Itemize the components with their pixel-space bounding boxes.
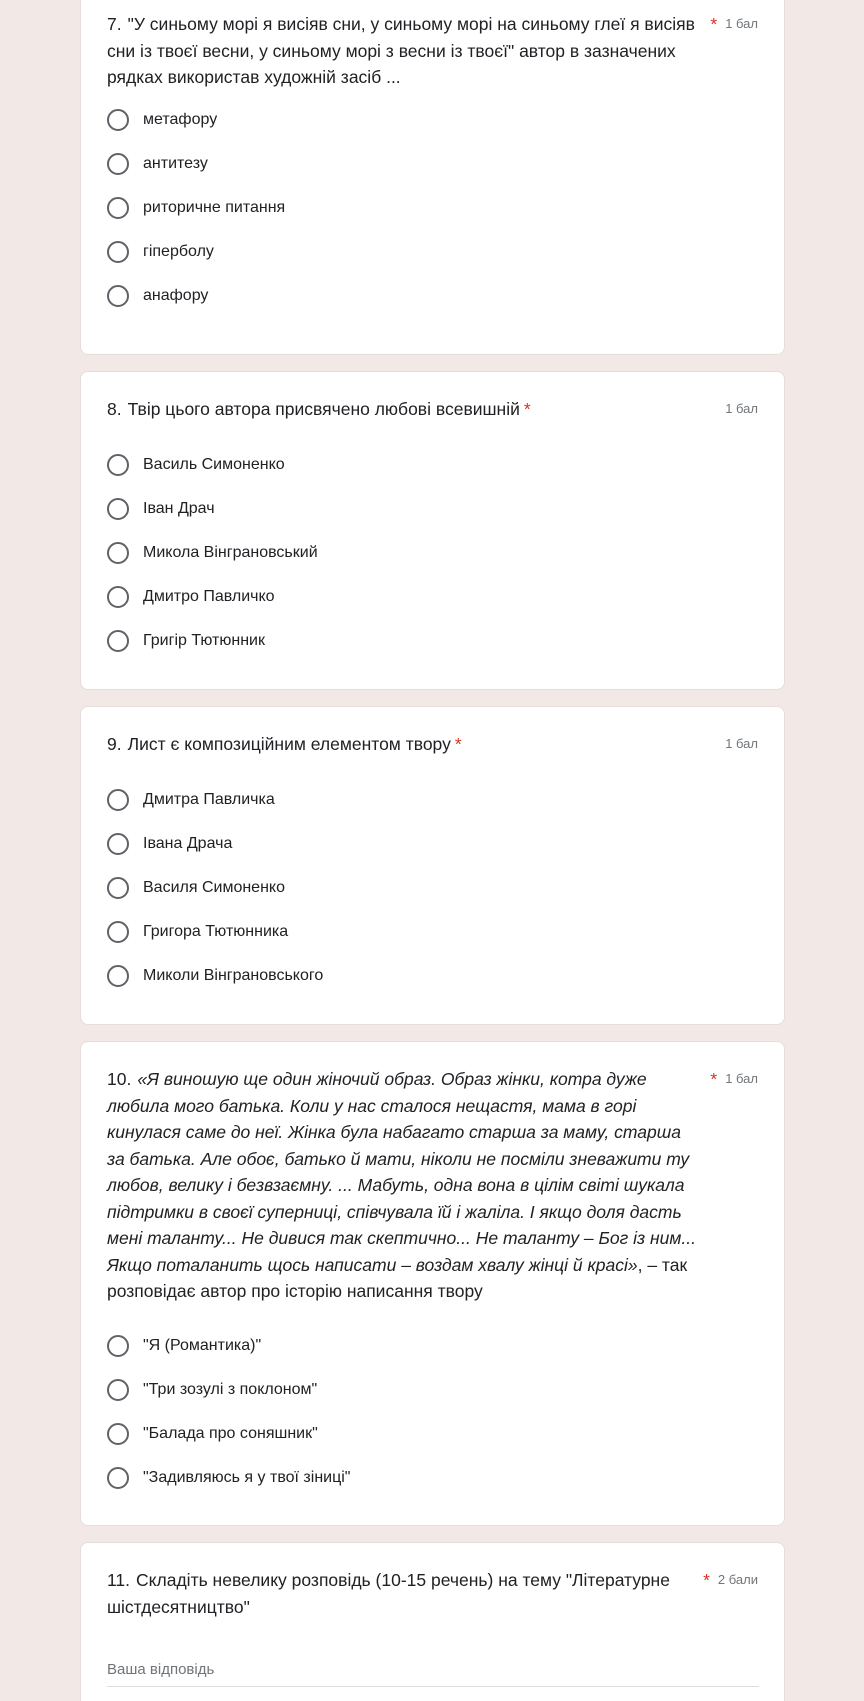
- question-title: [107, 1066, 704, 1305]
- radio-button[interactable]: [107, 285, 129, 307]
- required-asterisk: *: [454, 734, 462, 754]
- question-title: [107, 1567, 697, 1620]
- question-header: [107, 396, 758, 423]
- radio-button[interactable]: [107, 1379, 129, 1401]
- options-list: [107, 778, 758, 998]
- radio-button[interactable]: [107, 877, 129, 899]
- required-asterisk: *: [710, 1069, 718, 1089]
- option-ivan-drach[interactable]: [107, 487, 758, 531]
- points-label: 1 бал: [725, 1071, 758, 1086]
- radio-button[interactable]: [107, 921, 129, 943]
- option-balada-pro-soniashnyk[interactable]: [107, 1412, 758, 1456]
- option-label: "Задивляюсь я у твої зіниці": [143, 1469, 351, 1486]
- question-card-10: [80, 1041, 785, 1526]
- radio-button[interactable]: [107, 241, 129, 263]
- radio-button[interactable]: [107, 586, 129, 608]
- option-label: "Три зозулі з поклоном": [143, 1381, 318, 1398]
- required-asterisk: *: [523, 399, 531, 419]
- radio-button[interactable]: [107, 542, 129, 564]
- option-hryhora-tiutiunnyka[interactable]: [107, 910, 758, 954]
- question-quote: «Я виношую ще один жіночий образ. Образ жінки, котра дуже любила мого батька. Коли у нас сталося нещастя, мама в горі кинулася саме до неї. Жінка була набагато старша за маму, старша за батька. Але обоє, батько й мати, ніколи не посміли зневажити ту любов, велику і безвзаємну. ... Мабуть, одна вона в цілім світі шукала підтримки в своєї суперниці, співчувала їй і жаліла. І якщо доля дасть мені таланту... Не дивися так скептично... Не таланту – Бог із ним... Якщо поталанить щось написати – воздам хвалу жінці й красі»: [107, 1069, 696, 1275]
- question-text: , – так розповідає автор про історію написання твору: [107, 1254, 688, 1301]
- option-antithesis[interactable]: [107, 142, 758, 186]
- option-label: Івана Драча: [143, 835, 233, 852]
- radio-button[interactable]: [107, 1423, 129, 1445]
- option-label: Миколи Вінграновського: [143, 967, 324, 984]
- question-title: [107, 731, 717, 758]
- option-label: риторичне питання: [143, 199, 286, 216]
- option-metaphor[interactable]: [107, 98, 758, 142]
- question-text: Твір цього автора присвячено любові всевишній: [127, 399, 520, 419]
- question-header: [107, 731, 758, 758]
- options-list: [107, 98, 758, 318]
- option-try-zozuli[interactable]: [107, 1368, 758, 1412]
- question-title: [107, 11, 704, 91]
- required-asterisk: *: [710, 14, 718, 34]
- points-label: 1 бал: [725, 401, 758, 416]
- radio-button[interactable]: [107, 789, 129, 811]
- radio-button[interactable]: [107, 498, 129, 520]
- answer-input[interactable]: [107, 1655, 759, 1687]
- points-label: 2 бали: [717, 1572, 758, 1587]
- option-label: Василя Симоненко: [143, 879, 285, 896]
- option-label: Микола Вінграновський: [143, 544, 318, 561]
- option-label: "Балада про соняшник": [143, 1425, 318, 1442]
- option-rhetorical-question[interactable]: [107, 186, 758, 230]
- radio-button[interactable]: [107, 454, 129, 476]
- radio-button[interactable]: [107, 630, 129, 652]
- question-number: 11.: [107, 1570, 131, 1590]
- points-label: 1 бал: [725, 16, 758, 31]
- option-mykoly-vingranovskoho[interactable]: [107, 954, 758, 998]
- option-label: антитезу: [143, 155, 208, 172]
- option-label: гіперболу: [143, 243, 214, 260]
- question-text: Лист є композиційним елементом твору: [127, 734, 451, 754]
- option-label: Григір Тютюнник: [143, 632, 265, 649]
- options-list: [107, 1324, 758, 1500]
- radio-button[interactable]: [107, 965, 129, 987]
- question-header: [107, 11, 758, 91]
- question-number: 9.: [107, 734, 122, 754]
- option-zadyvliaius[interactable]: [107, 1456, 758, 1500]
- radio-button[interactable]: [107, 153, 129, 175]
- question-card-7: [80, 0, 785, 355]
- option-vasylia-symonenko[interactable]: [107, 866, 758, 910]
- option-label: Григора Тютюнника: [143, 923, 289, 940]
- option-vasyl-symonenko[interactable]: [107, 443, 758, 487]
- question-header: [107, 1567, 758, 1620]
- question-number: 10.: [107, 1069, 132, 1089]
- radio-button[interactable]: [107, 197, 129, 219]
- question-number: 8.: [107, 399, 122, 419]
- question-card-9: [80, 706, 785, 1025]
- question-text: "У синьому морі я висіяв сни, у синьому морі на синьому глеї я висіяв сни із твоєї весни, у синьому морі з весни із твоєї" автор в зазначених рядках використав художній засіб ...: [107, 14, 695, 87]
- required-asterisk: *: [703, 1570, 710, 1590]
- option-mykola-vingranovskyi[interactable]: [107, 531, 758, 575]
- radio-button[interactable]: [107, 833, 129, 855]
- option-ivana-dracha[interactable]: [107, 822, 758, 866]
- option-label: анафору: [143, 287, 209, 304]
- question-card-8: [80, 371, 785, 690]
- option-hryhir-tiutiunnyk[interactable]: [107, 619, 758, 663]
- question-header: [107, 1066, 758, 1305]
- radio-button[interactable]: [107, 109, 129, 131]
- option-label: Іван Драч: [143, 500, 215, 517]
- options-list: [107, 443, 758, 663]
- question-text: Складіть невелику розповідь (10-15 речень) на тему "Літературне шістдесятництво": [107, 1570, 670, 1617]
- radio-button[interactable]: [107, 1335, 129, 1357]
- option-label: Василь Симоненко: [143, 456, 285, 473]
- option-ya-romantyka[interactable]: [107, 1324, 758, 1368]
- option-label: Дмитро Павличко: [143, 588, 275, 605]
- question-card-11: [80, 1542, 785, 1701]
- radio-button[interactable]: [107, 1467, 129, 1489]
- option-anaphora[interactable]: [107, 274, 758, 318]
- question-title: [107, 396, 717, 423]
- option-label: "Я (Романтика)": [143, 1337, 262, 1354]
- option-label: метафору: [143, 111, 218, 128]
- question-number: 7.: [107, 14, 122, 34]
- option-label: Дмитра Павличка: [143, 791, 275, 808]
- option-hyperbole[interactable]: [107, 230, 758, 274]
- option-dmytro-pavlychko[interactable]: [107, 575, 758, 619]
- points-label: 1 бал: [725, 736, 758, 751]
- option-dmytra-pavlychka[interactable]: [107, 778, 758, 822]
